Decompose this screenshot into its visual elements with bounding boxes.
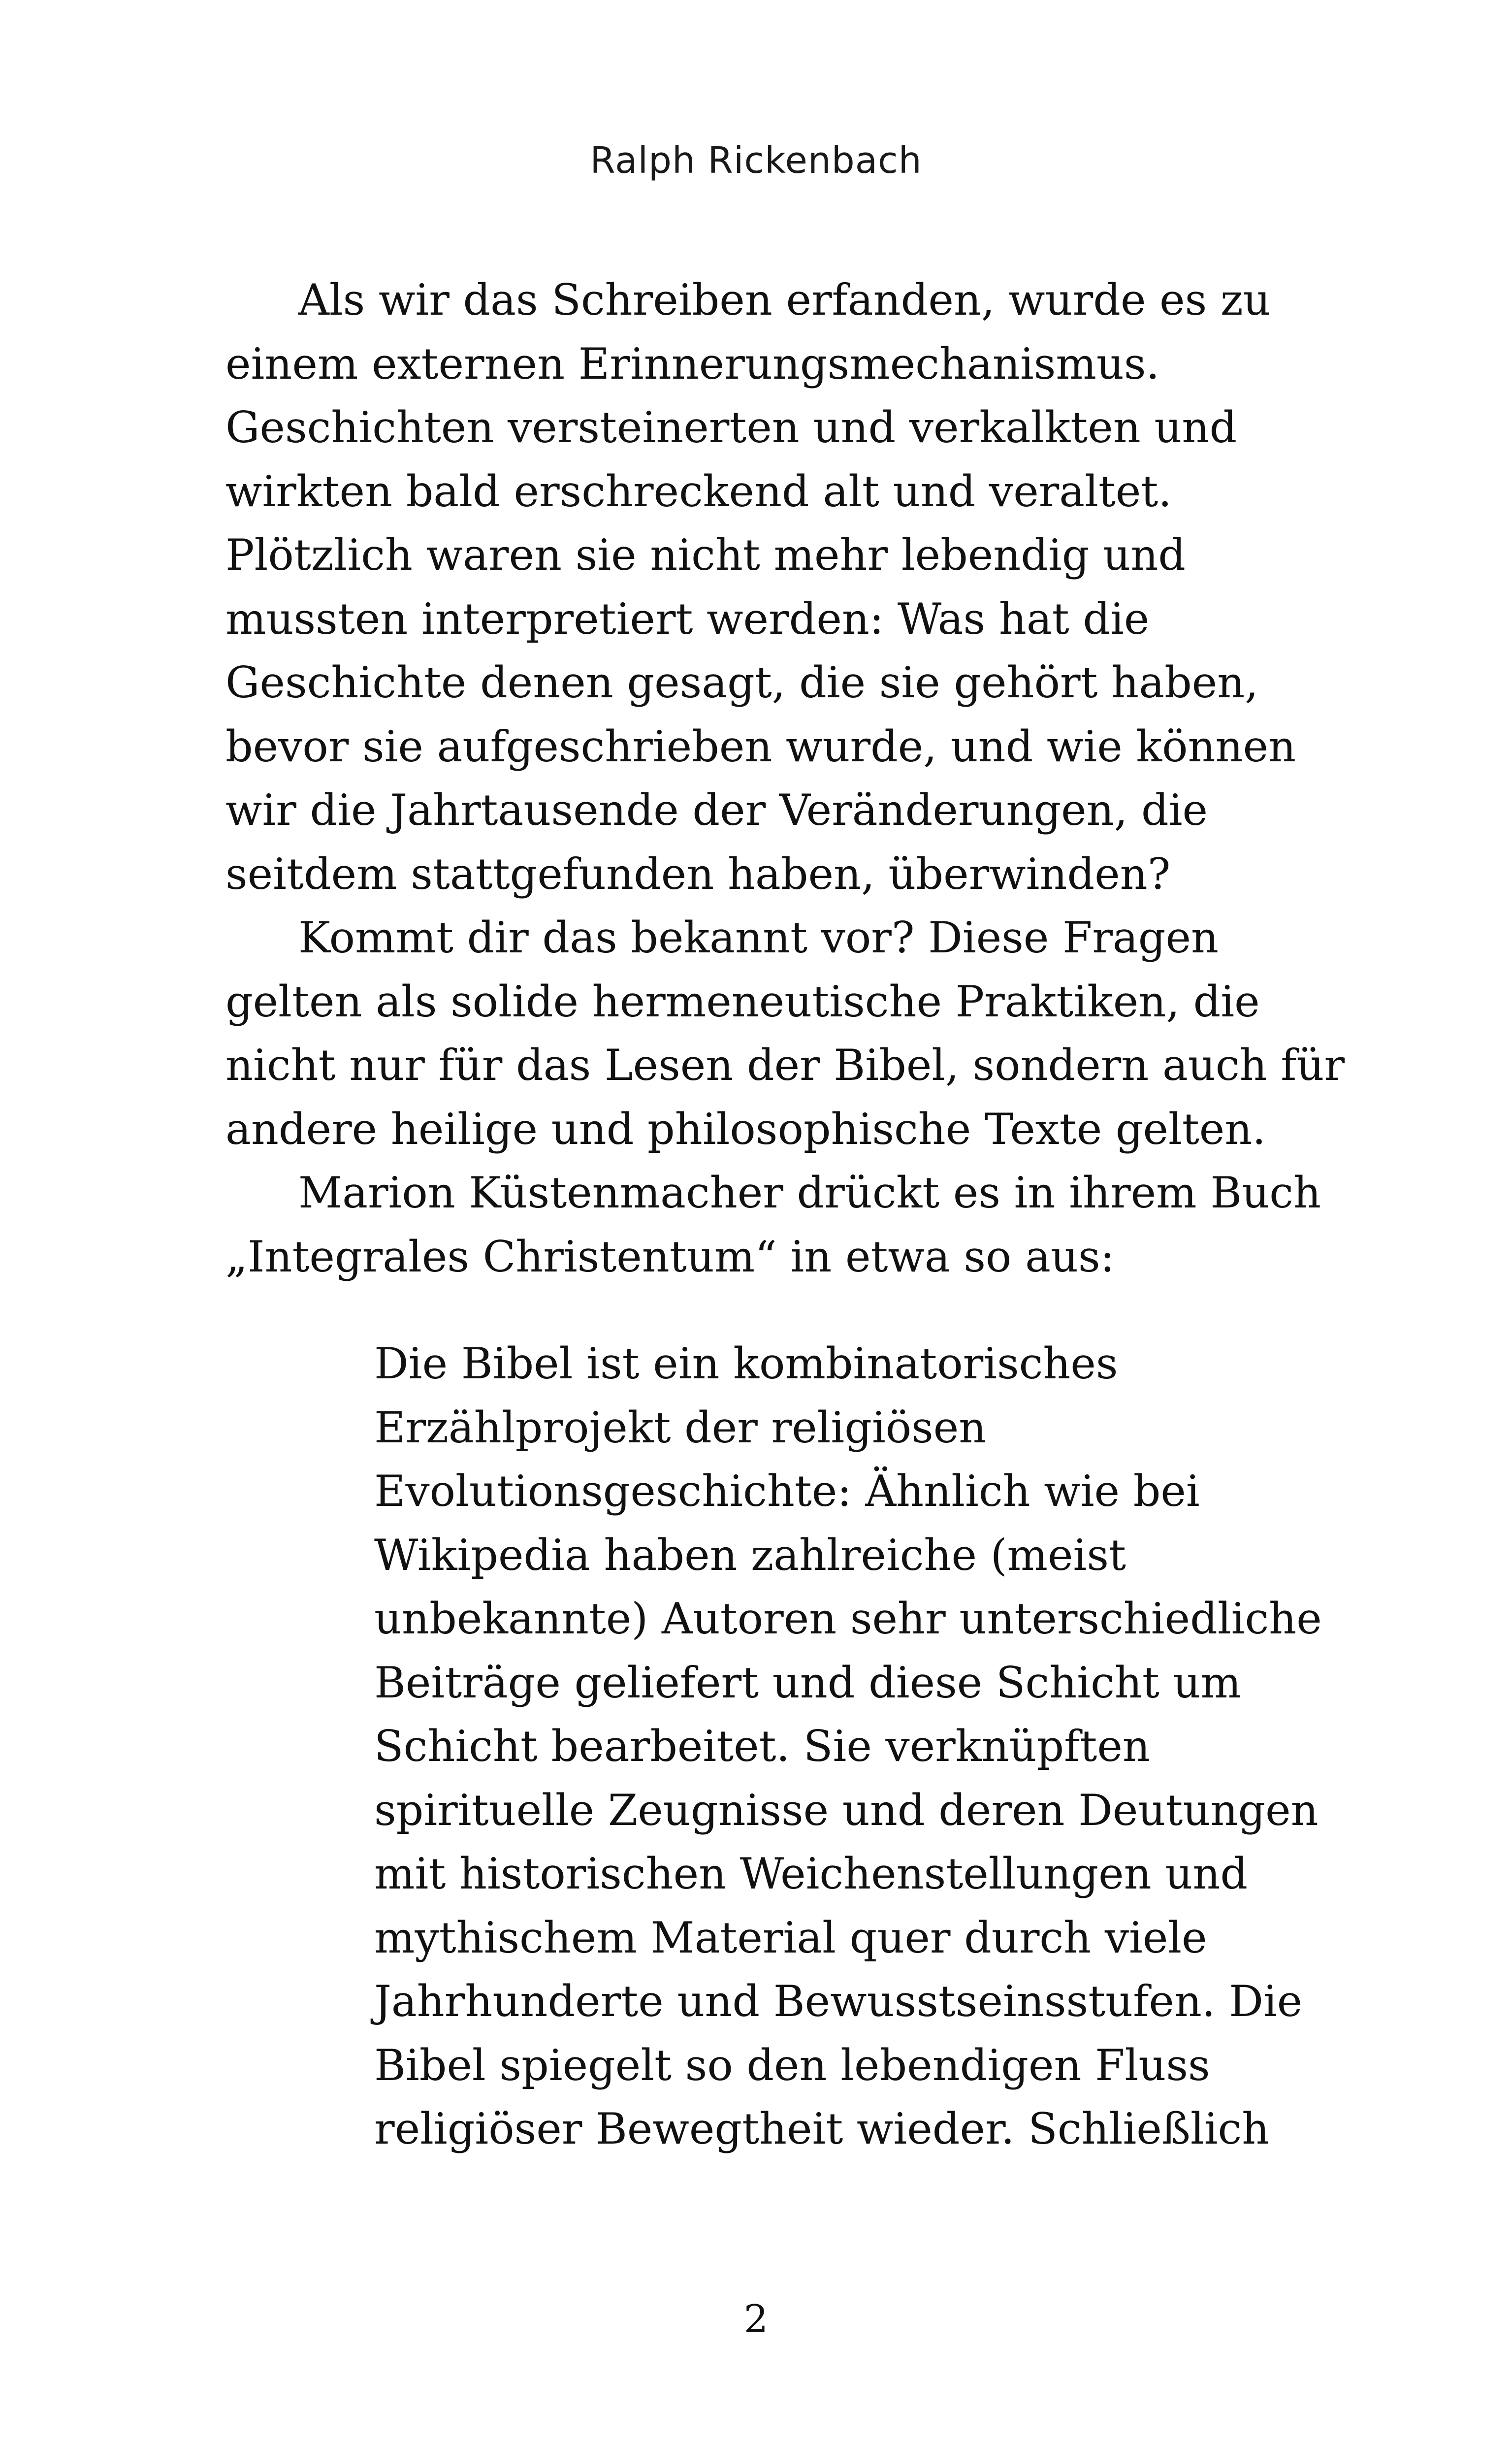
paragraph-line: seitdem stattgefunden haben, überwinden? [225,848,1171,899]
quote-line: Wikipedia haben zahlreiche (meist [374,1530,1126,1580]
quote-line: spirituelle Zeugnisse und deren Deutungen [374,1785,1319,1835]
quote-line: Evolutionsgeschichte: Ähnlich wie bei [374,1466,1200,1516]
paragraph-line: gelten als solide hermeneutische Praktiken, die [225,976,1260,1027]
quote-line: Jahrhunderte und Bewusstseinsstufen. Die [374,1976,1303,2026]
paragraph-line: mussten interpretiert werden: Was hat die [225,593,1150,644]
quote-line: Die Bibel ist ein kombinatorisches [374,1338,1118,1389]
quote-line: mit historischen Weichenstellungen und [374,1849,1248,1899]
quote-line: religiöser Bewegtheit wieder. Schließlich [374,2104,1270,2154]
paragraph-line: wirkten bald erschreckend alt und veraltet. [225,466,1172,517]
paragraph-line: nicht nur für das Lesen der Bibel, sondern auch für [225,1040,1345,1090]
paragraph-line: bevor sie aufgeschrieben wurde, und wie können [225,721,1296,772]
paragraph-line: Marion Küstenmacher drückt es in ihrem Buch [298,1168,1321,1218]
block-quote [374,1332,1322,2161]
page-number: 2 [743,2297,769,2342]
quote-line: Erzählprojekt der religiösen [374,1402,987,1453]
paragraph-line: Kommt dir das bekannt vor? Diese Fragen [298,912,1219,963]
quote-line: unbekannte) Autoren sehr unterschiedliche [374,1594,1322,1644]
paragraph-line: andere heilige und philosophische Texte gelten. [225,1104,1266,1154]
paragraph-line: Als wir das Schreiben erfanden, wurde es zu [298,275,1271,325]
paragraph-line: einem externen Erinnerungsmechanismus. [225,338,1160,389]
quote-line: mythischem Material quer durch viele [374,1912,1207,1963]
paragraph-line: „Integrales Christentum“ in etwa so aus: [225,1231,1115,1282]
quote-line: Beiträge geliefert und diese Schicht um [374,1657,1241,1708]
paragraph-line: Geschichten versteinerten und verkalkten und [225,402,1237,453]
running-header: Ralph Rickenbach [590,139,922,182]
quote-line: Bibel spiegelt so den lebendigen Fluss [374,2040,1210,2090]
body-text [225,268,1345,1289]
paragraph-line: Plötzlich waren sie nicht mehr lebendig und [225,530,1186,580]
quote-line: Schicht bearbeitet. Sie verknüpften [374,1721,1150,1771]
paragraph-line: Geschichte denen gesagt, die sie gehört haben, [225,657,1258,708]
paragraph-line: wir die Jahrtausende der Veränderungen, die [225,785,1208,835]
